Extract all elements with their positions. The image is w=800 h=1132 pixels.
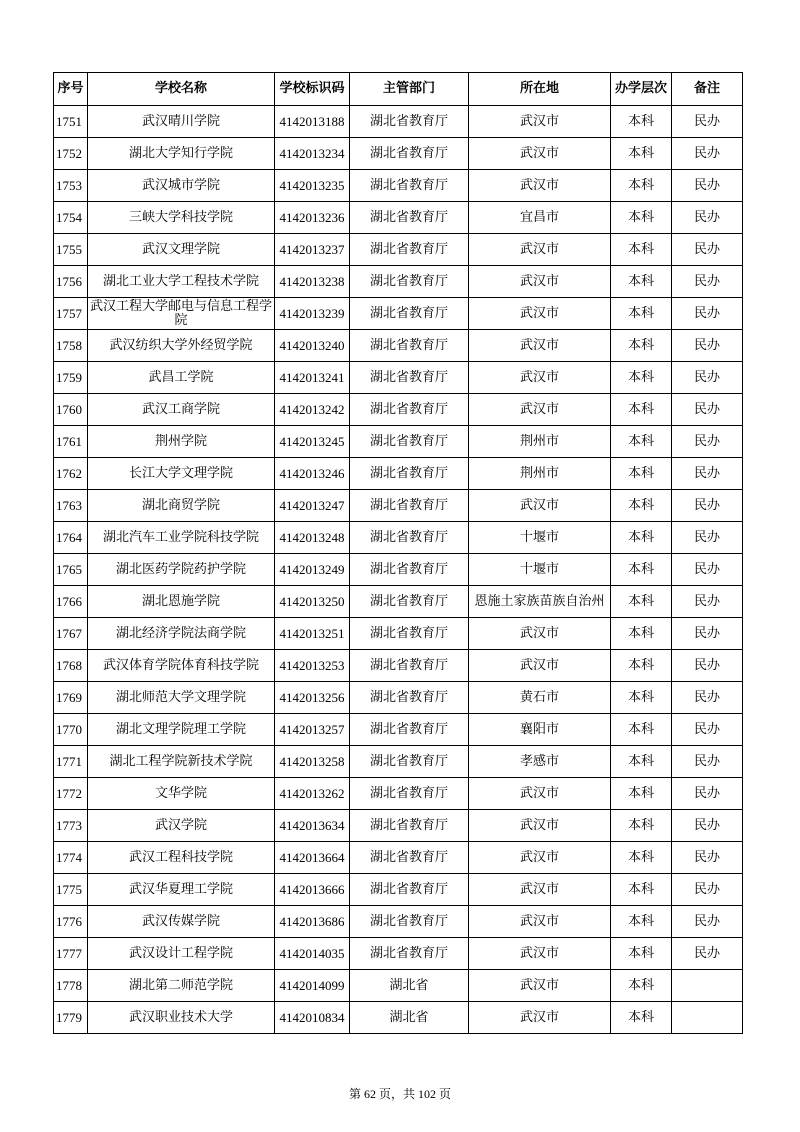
table-row [54,1002,743,1034]
table-row [54,298,743,330]
cell-remarks: 民办 [672,298,743,330]
cell-level: 本科 [611,714,672,746]
cell-level: 本科 [611,554,672,586]
cell-level: 本科 [611,810,672,842]
table-row [54,522,743,554]
cell-remarks: 民办 [672,458,743,490]
table-row [54,394,743,426]
cell-school-code: 4142013242 [275,394,350,426]
header-row [54,73,743,106]
cell-location: 荆州市 [469,458,611,490]
table-row [54,938,743,970]
cell-remarks: 民办 [672,138,743,170]
cell-department: 湖北省教育厅 [350,106,469,138]
table-row [54,266,743,298]
cell-remarks: 民办 [672,618,743,650]
cell-level: 本科 [611,330,672,362]
cell-index: 1753 [54,170,88,202]
cell-remarks: 民办 [672,202,743,234]
cell-location: 武汉市 [469,394,611,426]
cell-department: 湖北省教育厅 [350,170,469,202]
cell-school-code: 4142013634 [275,810,350,842]
cell-department: 湖北省教育厅 [350,330,469,362]
header-school-name: 学校名称 [88,73,275,106]
table-row [54,746,743,778]
cell-school-code: 4142013666 [275,874,350,906]
cell-location: 黄石市 [469,682,611,714]
cell-remarks: 民办 [672,362,743,394]
table-row [54,490,743,522]
cell-remarks: 民办 [672,554,743,586]
cell-school-name: 武汉晴川学院 [88,106,275,138]
cell-location: 恩施土家族苗族自治州 [469,586,611,618]
cell-index: 1752 [54,138,88,170]
cell-remarks: 民办 [672,426,743,458]
cell-school-name: 武汉学院 [88,810,275,842]
cell-school-name: 湖北商贸学院 [88,490,275,522]
cell-remarks: 民办 [672,810,743,842]
cell-index: 1764 [54,522,88,554]
cell-remarks: 民办 [672,650,743,682]
cell-remarks: 民办 [672,234,743,266]
cell-location: 宜昌市 [469,202,611,234]
cell-level: 本科 [611,234,672,266]
cell-level: 本科 [611,266,672,298]
cell-remarks: 民办 [672,490,743,522]
cell-location: 武汉市 [469,234,611,266]
cell-index: 1774 [54,842,88,874]
cell-department: 湖北省教育厅 [350,778,469,810]
cell-remarks: 民办 [672,714,743,746]
cell-school-code: 4142013250 [275,586,350,618]
cell-remarks: 民办 [672,330,743,362]
cell-index: 1773 [54,810,88,842]
cell-school-code: 4142013249 [275,554,350,586]
cell-school-code: 4142013238 [275,266,350,298]
cell-school-code: 4142013235 [275,170,350,202]
cell-level: 本科 [611,490,672,522]
table-row [54,970,743,1002]
cell-school-name: 武汉体育学院体育科技学院 [88,650,275,682]
cell-index: 1775 [54,874,88,906]
cell-remarks [672,1002,743,1034]
cell-department: 湖北省教育厅 [350,426,469,458]
cell-department: 湖北省教育厅 [350,810,469,842]
table-row [54,874,743,906]
cell-department: 湖北省教育厅 [350,746,469,778]
table-row [54,682,743,714]
table-row [54,426,743,458]
cell-location: 武汉市 [469,266,611,298]
table-row [54,234,743,266]
cell-school-code: 4142013258 [275,746,350,778]
cell-school-name: 湖北恩施学院 [88,586,275,618]
cell-school-code: 4142013248 [275,522,350,554]
cell-level: 本科 [611,906,672,938]
table-row [54,170,743,202]
cell-index: 1751 [54,106,88,138]
cell-school-name: 湖北大学知行学院 [88,138,275,170]
cell-department: 湖北省教育厅 [350,458,469,490]
cell-remarks: 民办 [672,586,743,618]
cell-location: 武汉市 [469,618,611,650]
cell-level: 本科 [611,458,672,490]
cell-school-name: 武汉华夏理工学院 [88,874,275,906]
cell-location: 武汉市 [469,170,611,202]
cell-school-name: 湖北师范大学文理学院 [88,682,275,714]
cell-school-code: 4142013246 [275,458,350,490]
cell-school-name: 文华学院 [88,778,275,810]
cell-department: 湖北省教育厅 [350,938,469,970]
cell-school-name: 三峡大学科技学院 [88,202,275,234]
cell-location: 孝感市 [469,746,611,778]
cell-index: 1777 [54,938,88,970]
cell-school-code: 4142013664 [275,842,350,874]
cell-school-code: 4142013241 [275,362,350,394]
cell-remarks: 民办 [672,394,743,426]
cell-index: 1756 [54,266,88,298]
cell-school-code: 4142010834 [275,1002,350,1034]
cell-index: 1766 [54,586,88,618]
cell-index: 1768 [54,650,88,682]
cell-index: 1760 [54,394,88,426]
cell-index: 1765 [54,554,88,586]
cell-department: 湖北省教育厅 [350,202,469,234]
cell-school-name: 武汉设计工程学院 [88,938,275,970]
cell-school-name: 武汉职业技术大学 [88,1002,275,1034]
cell-level: 本科 [611,394,672,426]
cell-school-code: 4142013239 [275,298,350,330]
cell-school-code: 4142013247 [275,490,350,522]
cell-school-code: 4142013257 [275,714,350,746]
table-row [54,106,743,138]
cell-location: 武汉市 [469,490,611,522]
cell-department: 湖北省 [350,1002,469,1034]
cell-department: 湖北省教育厅 [350,650,469,682]
cell-location: 武汉市 [469,650,611,682]
table-row [54,554,743,586]
cell-school-name: 湖北第二师范学院 [88,970,275,1002]
cell-location: 武汉市 [469,874,611,906]
cell-location: 武汉市 [469,906,611,938]
cell-index: 1755 [54,234,88,266]
cell-level: 本科 [611,874,672,906]
cell-school-code: 4142013240 [275,330,350,362]
cell-school-name: 武汉工商学院 [88,394,275,426]
header-level: 办学层次 [611,73,672,106]
cell-location: 武汉市 [469,330,611,362]
cell-school-name: 武汉传媒学院 [88,906,275,938]
cell-school-name: 湖北工业大学工程技术学院 [88,266,275,298]
cell-level: 本科 [611,426,672,458]
cell-level: 本科 [611,298,672,330]
cell-index: 1772 [54,778,88,810]
cell-level: 本科 [611,618,672,650]
cell-level: 本科 [611,170,672,202]
cell-level: 本科 [611,746,672,778]
table-row [54,906,743,938]
cell-location: 武汉市 [469,362,611,394]
table-row [54,842,743,874]
cell-department: 湖北省教育厅 [350,554,469,586]
cell-index: 1771 [54,746,88,778]
cell-remarks: 民办 [672,874,743,906]
cell-department: 湖北省教育厅 [350,266,469,298]
cell-department: 湖北省教育厅 [350,138,469,170]
cell-school-code: 4142013253 [275,650,350,682]
cell-level: 本科 [611,970,672,1002]
table-row [54,458,743,490]
table-row [54,202,743,234]
cell-location: 武汉市 [469,938,611,970]
table-row [54,138,743,170]
cell-school-code: 4142014035 [275,938,350,970]
cell-school-code: 4142013188 [275,106,350,138]
cell-level: 本科 [611,778,672,810]
cell-school-code: 4142013686 [275,906,350,938]
cell-department: 湖北省教育厅 [350,234,469,266]
header-remarks: 备注 [672,73,743,106]
table-row [54,362,743,394]
table-row [54,330,743,362]
cell-index: 1763 [54,490,88,522]
cell-location: 武汉市 [469,778,611,810]
header-index: 序号 [54,73,88,106]
cell-location: 武汉市 [469,842,611,874]
cell-level: 本科 [611,202,672,234]
cell-index: 1757 [54,298,88,330]
cell-location: 武汉市 [469,106,611,138]
table-row [54,618,743,650]
cell-level: 本科 [611,106,672,138]
cell-remarks: 民办 [672,682,743,714]
cell-index: 1761 [54,426,88,458]
table-row [54,586,743,618]
cell-school-code: 4142013256 [275,682,350,714]
cell-index: 1769 [54,682,88,714]
cell-location: 十堰市 [469,522,611,554]
cell-location: 襄阳市 [469,714,611,746]
cell-school-name: 湖北文理学院理工学院 [88,714,275,746]
cell-department: 湖北省教育厅 [350,298,469,330]
cell-level: 本科 [611,522,672,554]
table-row [54,810,743,842]
cell-location: 武汉市 [469,1002,611,1034]
cell-location: 武汉市 [469,298,611,330]
cell-index: 1779 [54,1002,88,1034]
cell-level: 本科 [611,682,672,714]
cell-remarks: 民办 [672,938,743,970]
cell-department: 湖北省教育厅 [350,906,469,938]
cell-index: 1770 [54,714,88,746]
cell-department: 湖北省教育厅 [350,714,469,746]
cell-department: 湖北省教育厅 [350,522,469,554]
cell-remarks: 民办 [672,106,743,138]
cell-remarks: 民办 [672,170,743,202]
cell-department: 湖北省教育厅 [350,490,469,522]
cell-school-name: 武汉文理学院 [88,234,275,266]
cell-index: 1762 [54,458,88,490]
cell-location: 武汉市 [469,138,611,170]
cell-school-code: 4142013237 [275,234,350,266]
cell-department: 湖北省教育厅 [350,874,469,906]
cell-level: 本科 [611,586,672,618]
cell-remarks: 民办 [672,266,743,298]
cell-school-name: 武汉城市学院 [88,170,275,202]
cell-index: 1758 [54,330,88,362]
schools-table [53,72,743,1034]
cell-remarks: 民办 [672,746,743,778]
header-department: 主管部门 [350,73,469,106]
cell-department: 湖北省教育厅 [350,362,469,394]
cell-remarks: 民办 [672,778,743,810]
cell-school-name: 武汉纺织大学外经贸学院 [88,330,275,362]
cell-school-code: 4142013251 [275,618,350,650]
cell-department: 湖北省教育厅 [350,682,469,714]
cell-school-name: 湖北医药学院药护学院 [88,554,275,586]
cell-school-name: 荆州学院 [88,426,275,458]
cell-school-code: 4142013262 [275,778,350,810]
cell-school-name: 湖北经济学院法商学院 [88,618,275,650]
table-row [54,650,743,682]
cell-level: 本科 [611,650,672,682]
cell-school-code: 4142014099 [275,970,350,1002]
header-location: 所在地 [469,73,611,106]
table-row [54,714,743,746]
cell-level: 本科 [611,1002,672,1034]
cell-school-name: 武汉工程大学邮电与信息工程学院 [88,298,275,330]
cell-remarks: 民办 [672,842,743,874]
cell-department: 湖北省 [350,970,469,1002]
cell-location: 武汉市 [469,970,611,1002]
cell-school-name: 长江大学文理学院 [88,458,275,490]
cell-location: 荆州市 [469,426,611,458]
cell-remarks [672,970,743,1002]
cell-department: 湖北省教育厅 [350,394,469,426]
cell-level: 本科 [611,138,672,170]
cell-school-code: 4142013236 [275,202,350,234]
cell-index: 1767 [54,618,88,650]
cell-location: 武汉市 [469,810,611,842]
cell-index: 1778 [54,970,88,1002]
cell-department: 湖北省教育厅 [350,842,469,874]
cell-school-code: 4142013234 [275,138,350,170]
cell-location: 十堰市 [469,554,611,586]
header-school-code: 学校标识码 [275,73,350,106]
cell-level: 本科 [611,842,672,874]
cell-index: 1754 [54,202,88,234]
cell-remarks: 民办 [672,906,743,938]
cell-index: 1759 [54,362,88,394]
cell-level: 本科 [611,938,672,970]
cell-remarks: 民办 [672,522,743,554]
cell-school-code: 4142013245 [275,426,350,458]
cell-school-name: 湖北工程学院新技术学院 [88,746,275,778]
cell-level: 本科 [611,362,672,394]
cell-department: 湖北省教育厅 [350,618,469,650]
table-row [54,778,743,810]
cell-school-name: 湖北汽车工业学院科技学院 [88,522,275,554]
cell-school-name: 武昌工学院 [88,362,275,394]
page-footer: 第 62 页，共 102 页 [348,1087,451,1101]
cell-school-name: 武汉工程科技学院 [88,842,275,874]
cell-index: 1776 [54,906,88,938]
cell-department: 湖北省教育厅 [350,586,469,618]
